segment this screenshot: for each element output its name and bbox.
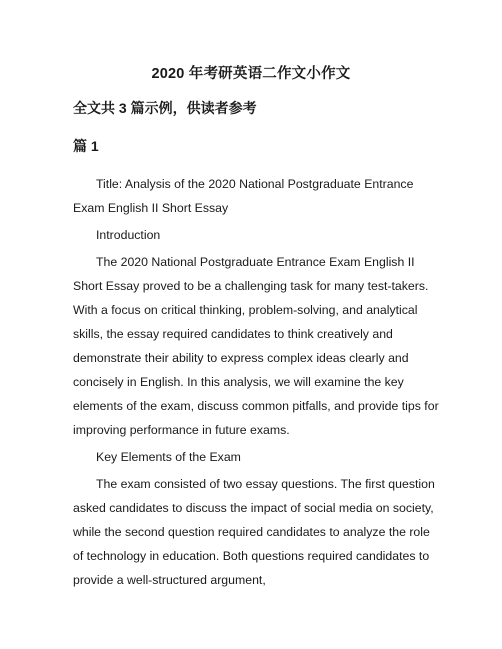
key-elements-heading: Key Elements of the Exam (96, 450, 241, 464)
document-subtitle: 全文共 3 篇示例，供读者参考 (73, 100, 257, 116)
document-title: 2020 年考研英语二作文小作文 (151, 66, 351, 82)
introduction-paragraph: The 2020 National Postgraduate Entrance Exam English II Short Essay proved to be a challenging task for many test-takers. With a focus on critical thinking, problem-solving, and analytical skills, the essay required candidates to think creatively and demonstrate their ability to express complex ideas clearly and concisely in English. In this analysis, we will examine the key elements of the exam, discuss common pitfalls, and provide tips for improving performance in future exams. (73, 255, 439, 437)
introduction-heading: Introduction (96, 228, 161, 242)
document-body (73, 172, 441, 595)
essay-title-paragraph: Title: Analysis of the 2020 National Postgraduate Entrance Exam English II Short Essay (73, 177, 414, 215)
section-heading: 篇 1 (73, 138, 99, 154)
key-elements-paragraph: The exam consisted of two essay questions. The first question asked candidates to discuss the impact of social media on society, while the second question required candidates to analyze the role of technology in education. Both questions required candidates to provide a well-structured argument, (73, 477, 435, 587)
